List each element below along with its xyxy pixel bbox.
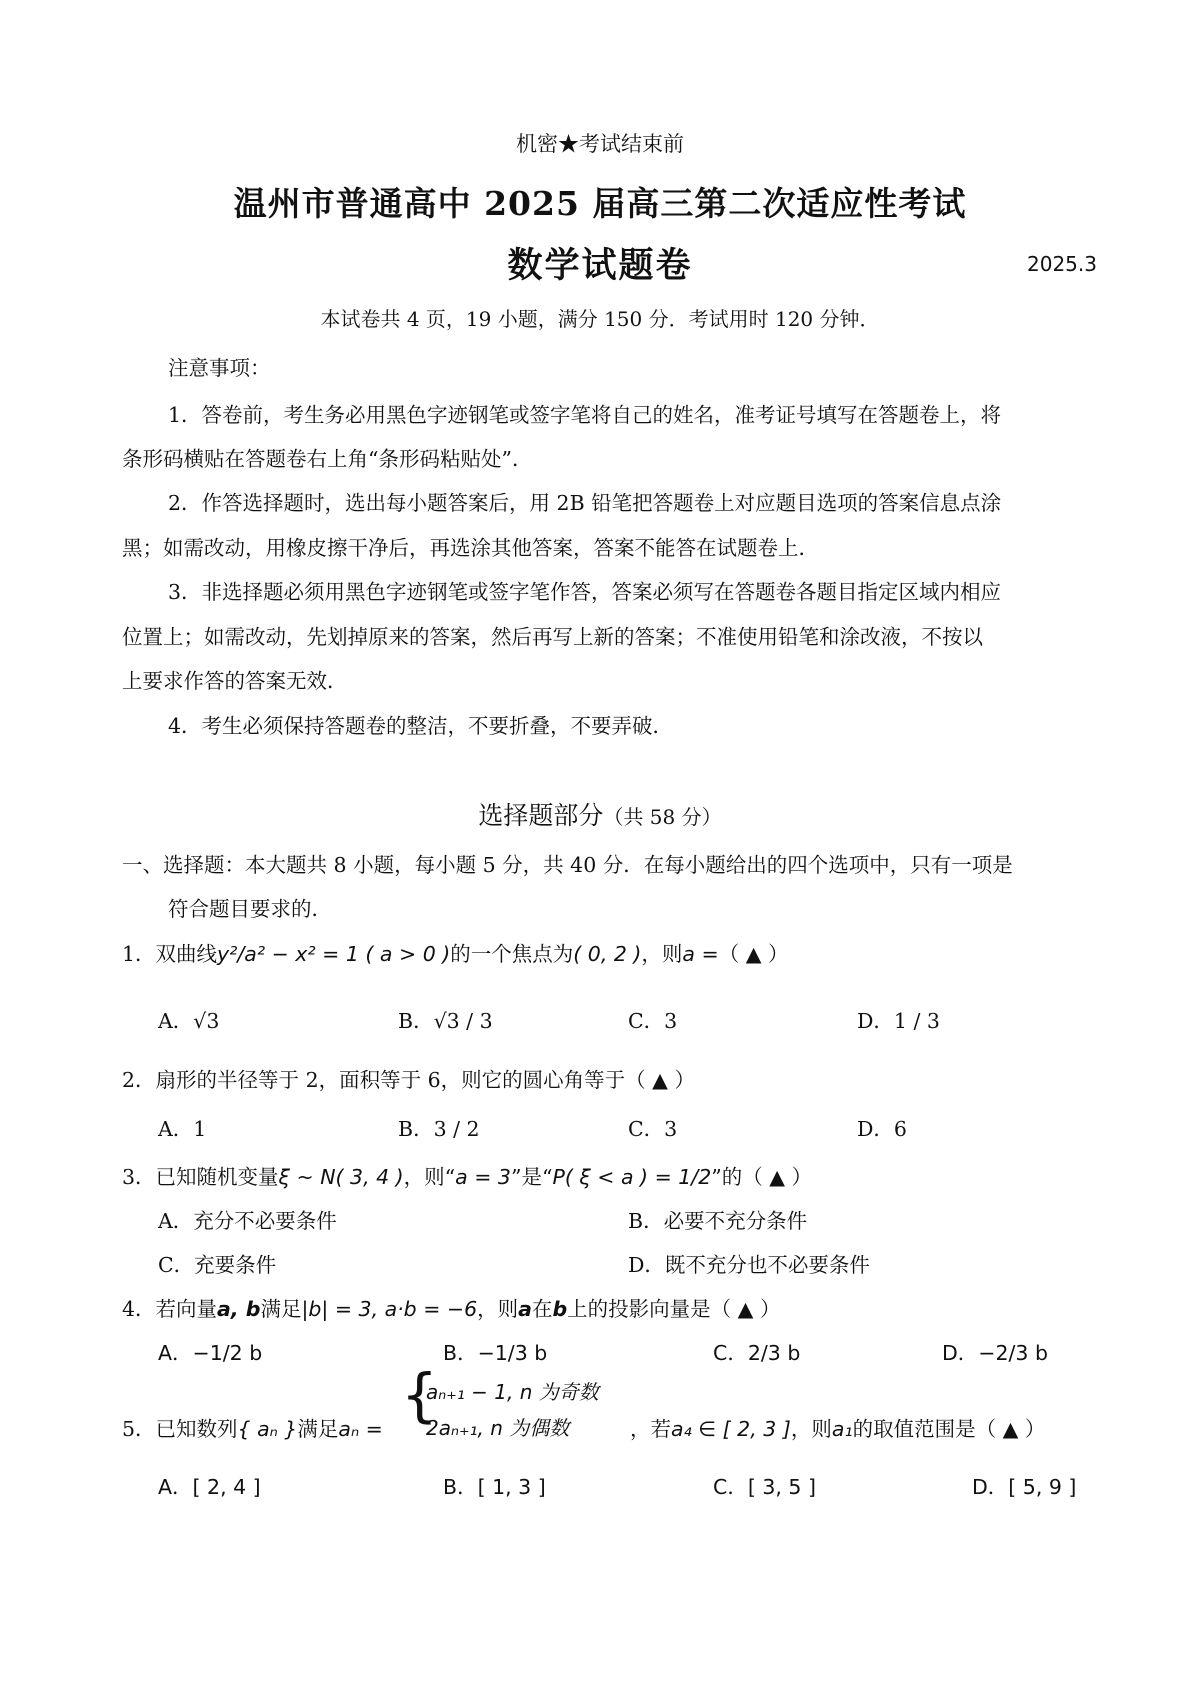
notice-heading: 注意事项：: [168, 356, 271, 380]
notice-item-3-line-1: 3．非选择题必须用黑色字迹钢笔或签字笔作答，答案必须写在答题卷各题目指定区域内相应: [168, 580, 1002, 604]
question-text: 若向量: [155, 1297, 218, 1321]
condition-1: a = 3: [455, 1165, 511, 1189]
question-text: ，则: [641, 942, 683, 966]
q5-option-b: B．[ 1, 3 ]: [443, 1475, 546, 1499]
q5-option-a: A．[ 2, 4 ]: [158, 1475, 261, 1499]
question-text: 满足: [297, 1417, 339, 1441]
q1-option-d: D．1 / 3: [857, 1009, 940, 1033]
q5-option-c: C．[ 3, 5 ]: [713, 1475, 816, 1499]
question-number: 1．: [122, 942, 156, 966]
question-number: 2．: [122, 1068, 156, 1092]
vector-b: b: [552, 1297, 568, 1321]
section-score: （共 58 分）: [603, 805, 722, 829]
q1-option-a: A．√3: [158, 1009, 220, 1033]
vectors-ab: a, b: [217, 1297, 261, 1321]
q2-option-b: B．3 / 2: [398, 1117, 480, 1141]
question-text: ，则: [477, 1297, 519, 1321]
answer-blank: （ ▲ ）: [718, 942, 789, 966]
hyperbola-formula: y²/a² − x² = 1 ( a > 0 ): [217, 942, 451, 966]
exam-date: 2025.3: [1027, 252, 1097, 276]
vector-a: a: [518, 1297, 532, 1321]
condition-2: P( ξ < a ) = 1/2: [552, 1165, 712, 1189]
vector-condition: |b| = 3, a·b = −6: [301, 1297, 478, 1321]
notice-item-1-line-2: 条形码横贴在答题卷右上角“条形码粘贴处”．: [122, 447, 533, 471]
a4-condition: a₄ ∈ [ 2, 3 ]: [671, 1417, 791, 1441]
question-text: 在: [531, 1297, 553, 1321]
question-text: ”是“: [510, 1165, 553, 1189]
question-number: 3．: [122, 1165, 156, 1189]
notice-item-3-line-2: 位置上；如需改动，先划掉原来的答案，然后再写上新的答案；不准使用铅笔和涂改液，不按以: [122, 625, 983, 649]
a1-term: a₁: [831, 1417, 853, 1441]
q3-option-a: A．充分不必要条件: [158, 1209, 337, 1233]
q3-option-d: D．既不充分也不必要条件: [628, 1253, 870, 1277]
notice-item-3-line-3: 上要求作答的答案无效．: [122, 669, 348, 693]
part-instruction-line-1: 一、选择题：本大题共 8 小题，每小题 5 分，共 40 分．在每小题给出的四个选项中，只有一项是: [122, 853, 1013, 877]
q4-option-b: B．−1/3 b: [443, 1341, 548, 1365]
q2-option-d: D．6: [857, 1117, 907, 1141]
question-text: 双曲线: [155, 942, 218, 966]
question-3: [122, 1160, 812, 1190]
q3-option-c: C．充要条件: [158, 1253, 277, 1277]
q4-option-a: A．−1/2 b: [158, 1341, 263, 1365]
q5-option-d: D．[ 5, 9 ]: [972, 1475, 1077, 1499]
question-text: ，则“: [403, 1165, 456, 1189]
question-text: 满足: [260, 1297, 302, 1321]
question-1: [122, 937, 789, 967]
q4-option-d: D．−2/3 b: [942, 1341, 1048, 1365]
notice-item-4: 4．考生必须保持答题卷的整洁，不要折叠，不要弄破．: [168, 714, 674, 738]
question-text: 已知数列: [155, 1417, 238, 1441]
question-2: [122, 1063, 695, 1093]
part-instruction-line-2: 符合题目要求的．: [168, 897, 332, 921]
variable-a: a =: [682, 942, 719, 966]
exam-title: 温州市普通高中 2025 届高三第二次适应性考试: [233, 184, 967, 223]
piecewise-case-even: 2aₙ₊₁, n 为偶数: [426, 1416, 570, 1440]
notice-item-1-line-1: 1．答卷前，考生务必用黑色字迹钢笔或签字笔将自己的姓名，准考证号填写在答题卷上，将: [168, 403, 1002, 427]
confidential-label: 机密★考试结束前: [516, 132, 684, 156]
question-number: 5．: [122, 1417, 156, 1441]
q1-option-c: C．3: [628, 1009, 678, 1033]
question-4: [122, 1292, 780, 1322]
focus-point: ( 0, 2 ): [573, 942, 642, 966]
question-text: ，则: [790, 1417, 832, 1441]
exam-info: 本试卷共 4 页，19 小题，满分 150 分．考试用时 120 分钟．: [320, 307, 880, 331]
section-title: [0, 796, 1200, 832]
question-text: 的一个焦点为: [450, 942, 574, 966]
section-name: 选择题部分: [478, 801, 604, 830]
q2-option-c: C．3: [628, 1117, 678, 1141]
question-text: 扇形的半径等于 2，面积等于 6，则它的圆心角等于（ ▲ ）: [155, 1068, 695, 1092]
normal-distribution: ξ ~ N( 3, 4 ): [278, 1165, 404, 1189]
piecewise-case-odd: aₙ₊₁ − 1, n 为奇数: [426, 1380, 599, 1404]
question-text: ”的（ ▲ ）: [711, 1165, 813, 1189]
q2-option-a: A．1: [158, 1117, 207, 1141]
q1-option-b: B．√3 / 3: [398, 1009, 493, 1033]
sequence: { aₙ }: [237, 1417, 298, 1441]
q3-option-b: B．必要不充分条件: [628, 1209, 808, 1233]
piecewise-brace: {: [401, 1361, 438, 1429]
paper-subtitle: 数学试题卷: [507, 245, 693, 286]
q4-option-c: C．2/3 b: [713, 1341, 801, 1365]
question-text: 上的投影向量是（ ▲ ）: [567, 1297, 781, 1321]
question-text: ，若: [630, 1417, 671, 1441]
question-text: 已知随机变量: [155, 1165, 279, 1189]
question-text: 的取值范围是（ ▲ ）: [852, 1417, 1046, 1441]
sequence-lhs: aₙ =: [338, 1417, 383, 1441]
notice-item-2-line-1: 2．作答选择题时，选出每小题答案后，用 2B 铅笔把答题卷上对应题目选项的答案信息点涂: [168, 491, 1002, 515]
question-5-tail: [630, 1412, 1045, 1442]
question-5: [122, 1412, 383, 1442]
question-number: 4．: [122, 1297, 156, 1321]
notice-item-2-line-2: 黑；如需改动，用橡皮擦干净后，再选涂其他答案，答案不能答在试题卷上．: [122, 536, 819, 560]
